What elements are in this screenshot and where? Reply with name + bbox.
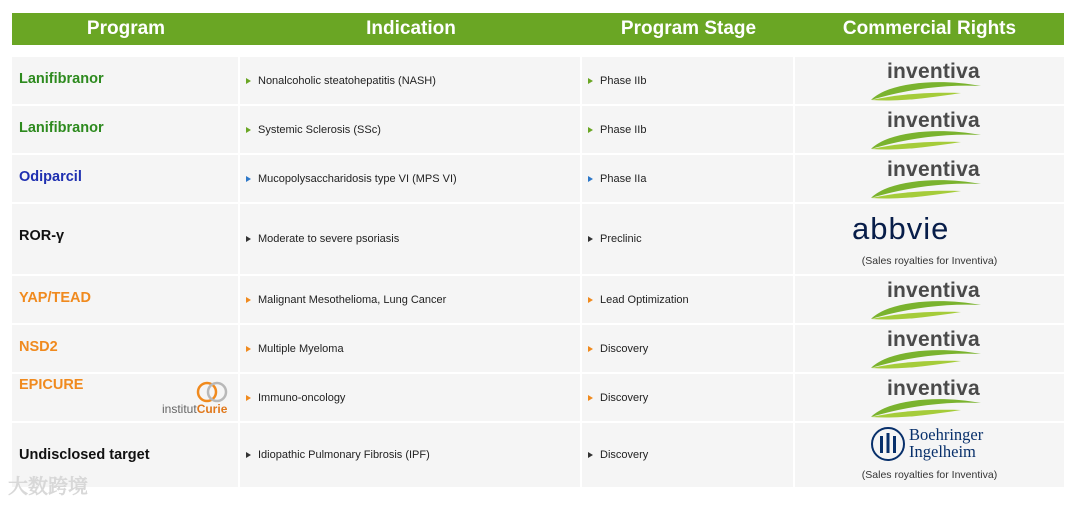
- table-row: [12, 106, 1064, 155]
- program-name: YAP/TEAD: [19, 290, 91, 306]
- stage-cell: [582, 423, 795, 487]
- table-row: [12, 155, 1064, 204]
- indication-text: Immuno-oncology: [258, 391, 346, 404]
- stage-text: Phase IIa: [600, 172, 647, 185]
- program-cell: [12, 57, 240, 104]
- stage-cell: [582, 204, 795, 274]
- stage-cell: [582, 155, 795, 202]
- inventiva-logo: [869, 328, 989, 372]
- program-cell: [12, 374, 240, 421]
- indication-cell: [240, 106, 582, 153]
- indication-cell: [240, 374, 582, 421]
- program-name: Lanifibranor: [19, 71, 104, 87]
- bullet-arrow-icon: [588, 346, 593, 352]
- inventiva-wordmark: inventiva: [887, 60, 980, 83]
- bullet-arrow-icon: [588, 236, 593, 242]
- bullet-arrow-icon: [246, 452, 251, 458]
- watermark: 大数跨境: [8, 476, 88, 498]
- boehringer-line1: Boehringer: [909, 425, 984, 444]
- inventiva-logo: [869, 158, 989, 202]
- rights-note: (Sales royalties for Inventiva): [861, 469, 998, 481]
- stage-cell: [582, 325, 795, 372]
- stage-text: Preclinic: [600, 233, 642, 245]
- header-indication: Indication: [366, 18, 456, 39]
- inventiva-wordmark: inventiva: [887, 279, 980, 302]
- rights-cell: [795, 57, 1064, 104]
- table-row: [12, 204, 1064, 276]
- stage-cell: [582, 106, 795, 153]
- stage-cell: [582, 276, 795, 323]
- indication-cell: [240, 423, 582, 487]
- indication-text: Nonalcoholic steatohepatitis (NASH): [258, 74, 436, 87]
- indication-text: Systemic Sclerosis (SSc): [258, 123, 381, 136]
- program-cell: [12, 106, 240, 153]
- bullet-arrow-icon: [588, 452, 593, 458]
- inventiva-wordmark: inventiva: [887, 109, 980, 132]
- indication-text: Multiple Myeloma: [258, 342, 344, 355]
- rights-cell: [795, 106, 1064, 153]
- program-name: Odiparcil: [19, 169, 82, 185]
- program-name: EPICURE: [19, 377, 84, 393]
- program-cell: [12, 155, 240, 202]
- inventiva-logo: [869, 279, 989, 323]
- bullet-arrow-icon: [588, 395, 593, 401]
- header-program: Program: [86, 18, 166, 39]
- stage-text: Phase IIb: [600, 74, 647, 87]
- table-row: [12, 276, 1064, 325]
- bullet-arrow-icon: [588, 176, 593, 182]
- header-program-stage: Program Stage: [620, 18, 757, 39]
- institut-curie-logo: [162, 380, 242, 420]
- svg-text:abbvie: abbvie: [852, 214, 950, 244]
- table-body: [12, 57, 1064, 489]
- bullet-arrow-icon: [246, 78, 251, 84]
- bullet-arrow-icon: [246, 236, 251, 242]
- boehringer-line2: Ingelheim: [909, 442, 976, 461]
- stage-text: Phase IIb: [600, 123, 647, 136]
- indication-text: Moderate to severe psoriasis: [258, 233, 400, 245]
- rights-note: (Sales royalties for Inventiva): [861, 255, 998, 267]
- indication-cell: [240, 204, 582, 274]
- stage-cell: [582, 374, 795, 421]
- abbvie-logo: [852, 214, 1004, 244]
- table-row: [12, 57, 1064, 106]
- indication-cell: [240, 155, 582, 202]
- rights-cell: [795, 374, 1064, 421]
- stage-text: Discovery: [600, 449, 649, 461]
- indication-text: Malignant Mesothelioma, Lung Cancer: [258, 293, 447, 306]
- bullet-arrow-icon: [588, 78, 593, 84]
- table-row: [12, 374, 1064, 423]
- bullet-arrow-icon: [246, 346, 251, 352]
- program-cell: [12, 204, 240, 274]
- rights-cell: [795, 325, 1064, 372]
- stage-cell: [582, 57, 795, 104]
- boehringer-logo: [869, 426, 999, 462]
- curie-text-a: institut: [162, 402, 197, 416]
- table-header: [12, 13, 1064, 45]
- indication-text: Mucopolysaccharidosis type VI (MPS VI): [258, 172, 457, 185]
- curie-rings-icon: [195, 380, 231, 404]
- pipeline-table: [12, 13, 1064, 489]
- inventiva-logo: [869, 60, 989, 104]
- program-cell: [12, 325, 240, 372]
- stage-text: Discovery: [600, 342, 649, 355]
- program-name: Lanifibranor: [19, 120, 104, 136]
- table-row: [12, 325, 1064, 374]
- rights-cell: [795, 423, 1064, 487]
- stage-text: Lead Optimization: [600, 293, 689, 306]
- inventiva-logo: [869, 109, 989, 153]
- table-row: [12, 423, 1064, 489]
- bullet-arrow-icon: [246, 176, 251, 182]
- inventiva-wordmark: inventiva: [887, 158, 980, 181]
- bullet-arrow-icon: [246, 395, 251, 401]
- program-name: ROR-γ: [19, 228, 65, 244]
- rights-cell: [795, 204, 1064, 274]
- stage-text: Discovery: [600, 391, 649, 404]
- boehringer-emblem-icon: [869, 426, 907, 462]
- indication-cell: [240, 57, 582, 104]
- program-name: NSD2: [19, 339, 58, 355]
- header-commercial-rights: Commercial Rights: [842, 18, 1017, 39]
- rights-cell: [795, 155, 1064, 202]
- bullet-arrow-icon: [246, 297, 251, 303]
- indication-cell: [240, 276, 582, 323]
- program-cell: [12, 276, 240, 323]
- bullet-arrow-icon: [588, 127, 593, 133]
- indication-cell: [240, 325, 582, 372]
- bullet-arrow-icon: [588, 297, 593, 303]
- inventiva-wordmark: inventiva: [887, 328, 980, 351]
- program-name: Undisclosed target: [19, 447, 150, 463]
- curie-text-b: Curie: [196, 402, 228, 416]
- inventiva-wordmark: inventiva: [887, 377, 980, 400]
- bullet-arrow-icon: [246, 127, 251, 133]
- indication-text: Idiopathic Pulmonary Fibrosis (IPF): [258, 449, 430, 461]
- rights-cell: [795, 276, 1064, 323]
- inventiva-logo: [869, 377, 989, 421]
